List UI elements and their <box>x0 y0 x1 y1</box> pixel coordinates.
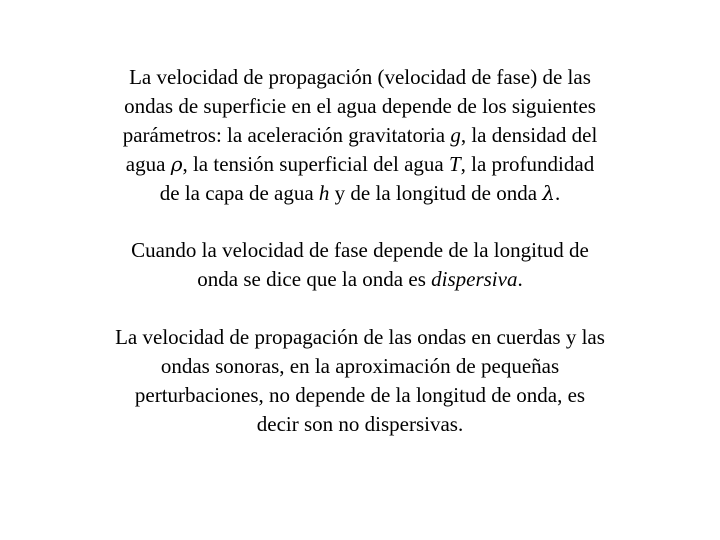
text-segment: . <box>517 267 523 291</box>
text-segment: , la tensión superficial del agua <box>182 152 449 176</box>
text-segment: . <box>554 181 561 205</box>
text-line <box>40 150 680 179</box>
text-line: ondas sonoras, en la aproximación de pequeñas <box>160 354 560 378</box>
text-line <box>40 121 680 150</box>
term-dispersiva: dispersiva <box>431 267 518 291</box>
text-segment: agua <box>125 152 171 176</box>
text-segment: onda se dice que la onda es <box>197 267 432 291</box>
text-line <box>40 265 680 294</box>
variable-g: g <box>450 123 461 147</box>
text-line: La velocidad de propagación de las ondas en cuerdas y las <box>115 325 605 349</box>
variable-rho: ρ <box>170 152 183 176</box>
text-segment: de la capa de agua <box>159 181 319 205</box>
text-line: Cuando la velocidad de fase depende de la longitud de <box>131 238 589 262</box>
text-line <box>40 179 680 208</box>
paragraph-nondispersive-examples <box>40 323 680 439</box>
text-line: La velocidad de propagación (velocidad de fase) de las <box>129 65 591 89</box>
variable-h: h <box>318 181 330 205</box>
text-segment: , la densidad del <box>460 123 598 147</box>
text-segment: , la profundidad <box>460 152 595 176</box>
text-segment: y de la longitud de onda <box>329 181 543 205</box>
variable-T: T <box>448 152 461 176</box>
text-line: decir son no dispersivas. <box>256 412 464 436</box>
variable-lambda: λ <box>542 181 555 205</box>
text-segment: parámetros: la aceleración gravitatoria <box>122 123 451 147</box>
paragraph-dispersive-definition <box>40 236 680 294</box>
text-line: perturbaciones, no depende de la longitud de onda, es <box>134 383 586 407</box>
text-line: ondas de superficie en el agua depende de los siguientes <box>124 94 596 118</box>
paragraph-wave-velocity-parameters <box>40 63 680 208</box>
